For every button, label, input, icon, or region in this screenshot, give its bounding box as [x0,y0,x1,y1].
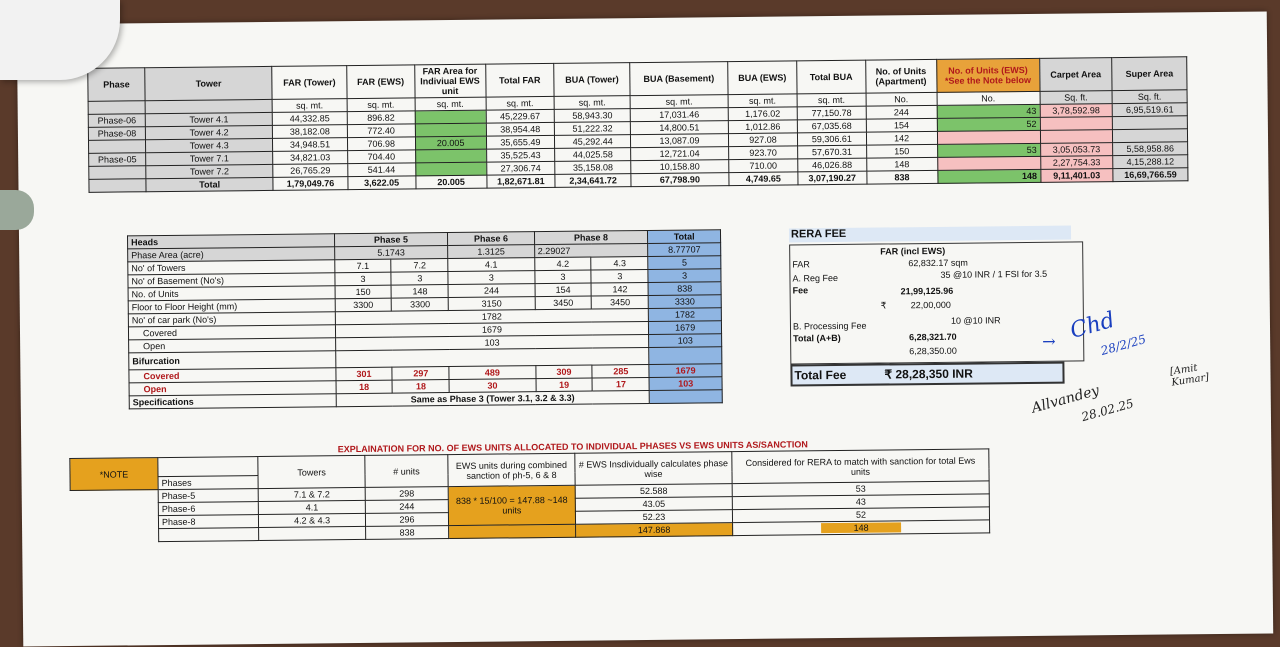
total-far-ews: 3,622.05 [348,176,416,190]
total-carpet: 9,11,401.03 [1040,169,1113,183]
spacer [70,516,158,530]
col-header: FAR (Tower) [272,66,347,100]
unit-cell: sq. mt. [630,95,728,109]
cell: 3 [534,270,591,284]
cell-rera: 52 [732,507,989,523]
col-header: Tower [145,66,272,100]
cell-rera: 43 [732,494,989,510]
total-label: Total (A+B) [793,332,841,344]
cell: 3300 [335,298,392,312]
proc-rate: 10 @10 INR [950,315,1001,326]
grand-value: ₹ 28,28,350 INR [884,366,973,382]
cell-far-e: 896.82 [347,111,415,125]
row-label: No' of car park (No's) [128,312,335,327]
cell-total-far: 38,954.48 [486,122,555,136]
fee-value: 21,99,125.96 [900,285,954,297]
cell: 1782 [335,308,649,324]
cell-towers: 4.1 [259,500,366,514]
cell-total-bua: 57,670.31 [798,145,867,159]
paper-sheet [17,11,1273,646]
signature-date-1: 28/2/25 [1099,332,1148,358]
row-label: Specifications [129,394,336,409]
clip-object [0,190,34,230]
total-apt: 838 [866,170,937,184]
cell [649,347,722,365]
cell: 8.77707 [648,243,721,257]
unit-cell: sq. mt. [728,94,797,108]
cell-bua-t: 45,292.44 [555,135,631,149]
row-label: Covered [128,325,335,340]
cell-ews: 53 [937,143,1040,157]
total-super: 16,69,766.59 [1113,168,1188,182]
total-bua-basement: 67,798.90 [631,173,729,187]
cell-apt: 244 [866,105,937,119]
col-header: Total BUA [797,60,866,94]
cell-total-bua: 77,150.78 [797,106,866,120]
cell-phase: Phase-5 [158,489,259,503]
cell: 3 [334,272,391,286]
cell-units: 298 [365,487,448,501]
spacer [70,445,158,458]
total-far-ind: 20.005 [415,175,486,189]
cell: 19 [536,378,593,392]
cell-far-t: 34,948.51 [273,138,348,152]
cell-carpet [1040,117,1113,131]
cell-apt: 142 [866,131,937,145]
cell: 3150 [448,297,534,311]
cell: 4.3 [591,256,648,270]
cell-calc: 43.05 [575,497,732,512]
col-header: Super Area [1112,57,1187,91]
cell: 103 [335,334,649,350]
cell-phase: Phase-05 [89,153,146,167]
total-phase-cell [89,179,146,193]
unit-cell: sq. mt. [272,99,347,113]
cell-total-bua: 59,306.61 [798,132,867,146]
far-bua-rows [88,103,1188,180]
far-head: FAR (incl EWS) [880,245,946,257]
cell-far-ind [415,110,486,124]
rera-total-row [790,362,1064,387]
total-rera: 148 [821,522,901,533]
cell-tower: Tower 4.2 [146,125,273,139]
phase-summary-table [127,229,723,409]
cell-apt: 154 [866,118,937,132]
spacer [70,503,158,517]
row-label: Open [129,381,336,396]
cell-far-ind [415,123,486,137]
cell-far-e: 541.44 [348,163,416,177]
cell-apt: 148 [866,157,937,171]
total-ews: 148 [937,169,1040,183]
unit-cell: No. [937,91,1040,105]
cell-bua-b: 10,158.80 [631,160,729,174]
cell-towers: 7.1 & 7.2 [259,487,366,501]
col-header: Phases [158,476,259,490]
note-label: *NOTE [70,458,158,491]
unit-cell: No. [866,92,937,106]
col-header: Total FAR [485,63,554,97]
rera-fee-box [789,226,1071,383]
cell-bua-e: 710.00 [728,159,797,173]
total-value: 6,28,321.70 [909,331,957,343]
total-label: Total [146,177,273,191]
cell-carpet [1040,130,1113,144]
cell [158,457,259,477]
cell-far-t: 38,182.08 [273,125,348,139]
cell-units: 296 [365,513,448,527]
cell: 3450 [535,296,592,310]
row-label: Floor to Floor Height (mm) [128,299,335,314]
cell: 3 [448,271,534,285]
cell-tower: Tower 4.3 [146,138,273,152]
col-header: No. of Units (EWS) *See the Note below [936,58,1039,92]
cell: 7.1 [334,259,391,273]
cell [259,526,366,540]
cell: 244 [448,284,534,298]
cell: 3450 [592,295,649,309]
cell: 103 [649,334,722,348]
col-header: FAR Area for Indiviual EWS unit [414,64,485,98]
cell: 3330 [648,295,721,309]
cell: 3 [391,272,448,286]
cell-bua-t: 58,943.30 [554,109,630,123]
cell-rera: 53 [732,481,989,497]
cell [733,520,990,536]
rera-title: RERA FEE [789,226,1071,243]
cell-ews [937,130,1040,144]
phase6-head: Phase 6 [448,232,534,246]
col-header: EWS units during combined sanction of ph-5, 6 & 8 [448,453,575,486]
cell-bua-e: 927.08 [728,133,797,147]
total-far: 1,82,671.81 [486,174,555,188]
col-header: # units [365,455,448,488]
col-header: Phase [88,68,146,102]
cell: 2.29027 [534,243,648,257]
cell: 4.1 [448,258,534,272]
phase5-head: Phase 5 [334,233,448,247]
cell-phase [89,166,146,180]
cell-super [1113,129,1188,143]
cell-total-far: 35,525.43 [486,148,555,162]
cell-phase: Phase-06 [88,114,145,128]
cell-phase: Phase-6 [158,502,259,516]
rera-body [789,241,1084,364]
cell-total-far: 27,306.74 [486,161,555,175]
cell: 297 [392,367,449,381]
cell-far-e: 706.98 [347,137,415,151]
cell-bua-e: 1,012.86 [728,120,797,134]
name-note: [Amit Kumar] [1169,362,1210,389]
spacer [71,529,159,543]
total-calc: 147.868 [576,523,733,538]
signature-2: Allvandey [1029,382,1102,417]
unit-cell: sq. mt. [347,98,415,112]
far-label: FAR [792,259,810,270]
reg-rate: 35 @10 INR / 1 FSI for 3.5 [940,268,1048,280]
reg-label: A. Reg Fee [792,272,839,284]
cell-bua-t: 35,158.08 [555,161,631,175]
cell-far-ind [415,149,486,163]
cell: 3 [648,269,721,283]
cell: 7.2 [391,259,448,273]
cell-tower: Tower 7.2 [146,164,273,178]
cell-tower: Tower 7.1 [146,151,273,165]
phase-summary-rows [128,256,722,314]
cell: 18 [392,380,449,394]
unit-cell: sq. mt. [415,97,486,111]
cell: 1679 [335,321,649,337]
row-label: Open [129,338,336,353]
cell-total-bua: 67,035.68 [797,119,866,133]
total-head: Total [648,230,721,244]
arrow-icon: → [1042,331,1056,351]
combined-sanction: 838 * 15/100 = 147.88 ~148 units [448,485,575,525]
cell: 1782 [649,308,722,322]
unit-cell [88,101,145,115]
cell: 1679 [649,321,722,335]
cell: 489 [449,366,535,380]
cell-far-t: 44,332.85 [272,112,347,126]
cell [449,524,576,538]
col-header: BUA (Tower) [554,63,630,97]
total-bua-ews: 4,749.65 [729,172,798,186]
total-bua: 3,07,190.27 [798,171,867,185]
cell-bua-e: 923.70 [728,146,797,160]
cell-carpet: 2,27,754.33 [1040,156,1113,170]
col-header: Towers [258,455,365,488]
cell-phase [88,140,145,154]
row-label: Bifurcation [129,351,336,370]
cell-bua-t: 51,222.32 [554,122,630,136]
cell: 5.1743 [334,246,448,260]
unit-cell: Sq. ft. [1040,91,1113,105]
cell: 148 [391,285,448,299]
col-header: Carpet Area [1039,58,1112,92]
cell-total-far: 45,229.67 [486,109,555,123]
cell: 18 [336,380,393,394]
cell: 17 [592,377,649,391]
col-header: FAR (EWS) [346,65,414,99]
unit-cell [145,99,272,113]
cell: 4.2 [534,257,591,271]
cell-bua-b: 13,087.09 [631,134,729,148]
cell-towers: 4.2 & 4.3 [259,513,366,527]
signature-1: Chd [1067,307,1118,344]
cell: 30 [449,379,535,393]
cell: 301 [335,367,392,381]
far-value: 62,832.17 sqm [908,257,968,269]
cell-total-bua: 46,026.88 [798,158,867,172]
cell: 142 [591,282,648,296]
cell-ews [937,156,1040,170]
fee-label: Fee [792,285,809,296]
total-far-tower: 1,79,049.76 [273,177,348,191]
cell: 3 [591,269,648,283]
row-label: No' of Basement (No's) [128,273,335,288]
cell-bua-b: 14,800.51 [630,121,728,135]
col-header: BUA (Basement) [630,62,728,96]
cell: 5 [648,256,721,270]
phase8-head: Phase 8 [534,230,648,244]
signature-date-2: 28.02.25 [1079,396,1136,425]
cell-bua-b: 12,721.04 [631,147,729,161]
cell-phase: Phase-8 [158,515,259,529]
cell: Same as Phase 3 (Tower 3.1, 3.2 & 3.3) [336,390,650,406]
cell-far-ind [415,162,486,176]
cell [159,528,260,542]
unit-cell: sq. mt. [486,96,555,110]
cell: 1679 [649,364,722,378]
col-header: # EWS Insdividually calculates phase wise [575,452,732,486]
far-bua-table [87,56,1188,193]
spacer [70,490,158,504]
cell: 103 [649,377,722,391]
cell-super: 6,95,519.61 [1112,103,1187,117]
cell-bua-t: 44,025.58 [555,148,631,162]
cell-far-e: 704.40 [347,150,415,164]
col-header: BUA (EWS) [727,61,797,95]
total-bua-tower: 2,34,641.72 [555,174,631,188]
heads-label: Heads [127,234,334,249]
cell [649,390,722,404]
cell-super [1112,116,1187,130]
cell: 309 [535,365,592,379]
cell-far-ind: 20.005 [415,136,486,150]
cell: 154 [535,283,592,297]
cell-bua-e: 1,176.02 [728,107,797,121]
cell-total-far: 35,655.49 [486,135,555,149]
cell-calc: 52.588 [575,484,732,499]
row-label: Phase Area (acre) [128,247,335,262]
cell: 838 [648,282,721,296]
cell-far-t: 34,821.03 [273,151,348,165]
total-round: 6,28,350.00 [909,345,957,357]
unit-cell: sq. mt. [554,96,630,110]
cell: 1.3125 [448,245,534,259]
ews-title: EXPLAINATION FOR NO. OF EWS UNITS ALLOCATED TO INDIVIDUAL PHASES VS EWS UNITS AS/SANCTION [337,439,808,455]
cell-far-t: 26,765.29 [273,164,348,178]
total-units: 838 [365,526,448,540]
row-label: No. of Units [128,286,335,301]
unit-cell: sq. mt. [797,93,866,107]
cell-phase: Phase-08 [88,127,145,141]
unit-cell: Sq. ft. [1112,90,1187,104]
cell-ews: 43 [937,104,1040,118]
cell-units: 244 [365,500,448,514]
cell-apt: 150 [866,144,937,158]
col-header: Considered for RERA to match with sanction for total Ews units [732,449,989,484]
cell-far-e: 772.40 [347,124,415,138]
proc-label: B. Processing Fee [792,320,867,332]
cell-tower: Tower 4.1 [145,112,272,126]
col-header: No. of Units (Apartment) [865,59,936,93]
cell-bua-b: 17,031.46 [630,108,728,122]
fee-round: 22,00,000 [910,299,951,311]
rupee-symbol: ₹ [880,300,887,311]
row-label: No' of Towers [128,260,335,275]
grand-label: Total Fee [794,367,847,383]
cell: 3300 [392,298,449,312]
cell: 150 [335,285,392,299]
cell-ews: 52 [937,117,1040,131]
cell-super: 4,15,288.12 [1113,155,1188,169]
cell-calc: 52.23 [575,510,732,525]
row-label: Covered [129,368,336,383]
cell: 285 [592,364,649,378]
cell-super: 5,58,958.86 [1113,142,1188,156]
cell-carpet: 3,78,592.98 [1040,104,1113,118]
cell-carpet: 3,05,053.73 [1040,143,1113,157]
ews-explanation-table [69,436,990,543]
